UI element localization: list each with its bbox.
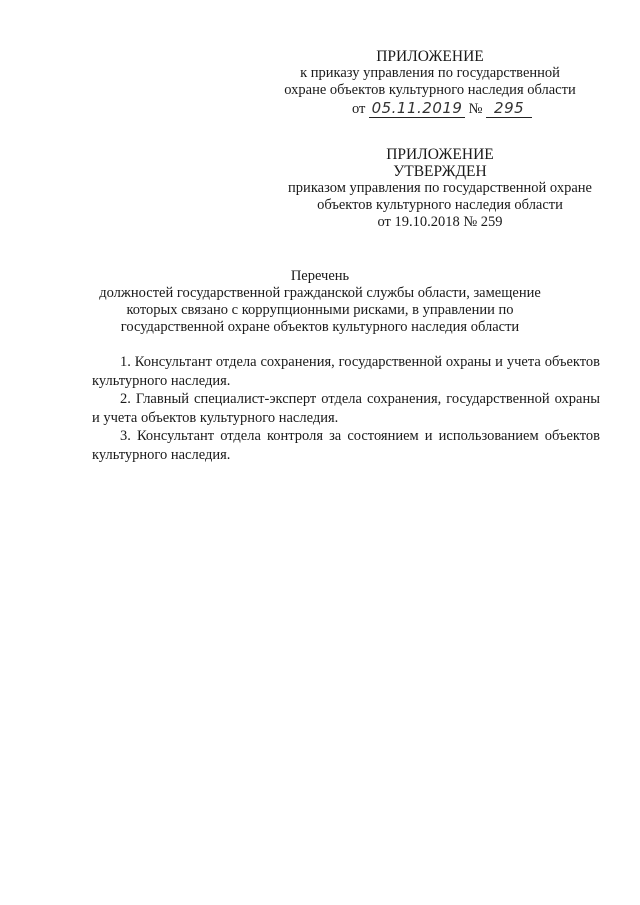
appendix-line-1: к приказу управления по государственной (300, 65, 560, 81)
number-label: № (468, 101, 483, 117)
handwritten-date: 05.11.2019 (371, 99, 463, 117)
title-line-2: должностей государственной гражданской службы области, замещение (99, 285, 541, 301)
approved-line-3: от 19.10.2018 № 259 (377, 214, 503, 230)
list-item: 1. Консультант отдела сохранения, государственной охраны и учета объектов культурного наследия. (92, 354, 600, 389)
appendix-header-approved (270, 146, 610, 231)
approved-line-2: объектов культурного наследия области (317, 197, 563, 213)
title-line-1: Перечень (290, 268, 350, 284)
positions-list (92, 353, 600, 464)
approved-line-1: приказом управления по государственной охране (288, 180, 592, 196)
document-title (60, 268, 580, 336)
appendix-heading: ПРИЛОЖЕНИЕ (376, 48, 484, 65)
title-line-4: государственной охране объектов культурного наследия области (120, 319, 520, 335)
list-item: 3. Консультант отдела контроля за состоянием и использованием объектов культурного наследия. (92, 428, 600, 463)
order-date-field (369, 100, 465, 118)
appendix-heading-2: ПРИЛОЖЕНИЕ (386, 146, 494, 163)
approved-label: УТВЕРЖДЕН (393, 163, 487, 180)
order-date-number-line (352, 100, 532, 118)
title-line-3: которых связано с коррупционными рисками, в управлении по (126, 302, 514, 318)
order-number-field (486, 100, 532, 118)
appendix-line-2: охране объектов культурного наследия области (284, 82, 576, 98)
handwritten-number: 295 (494, 99, 525, 117)
from-label: от (352, 101, 366, 117)
appendix-header-order (270, 48, 590, 99)
list-item: 2. Главный специалист-эксперт отдела сохранения, государственной охраны и учета объектов культурного наследия. (92, 391, 600, 426)
